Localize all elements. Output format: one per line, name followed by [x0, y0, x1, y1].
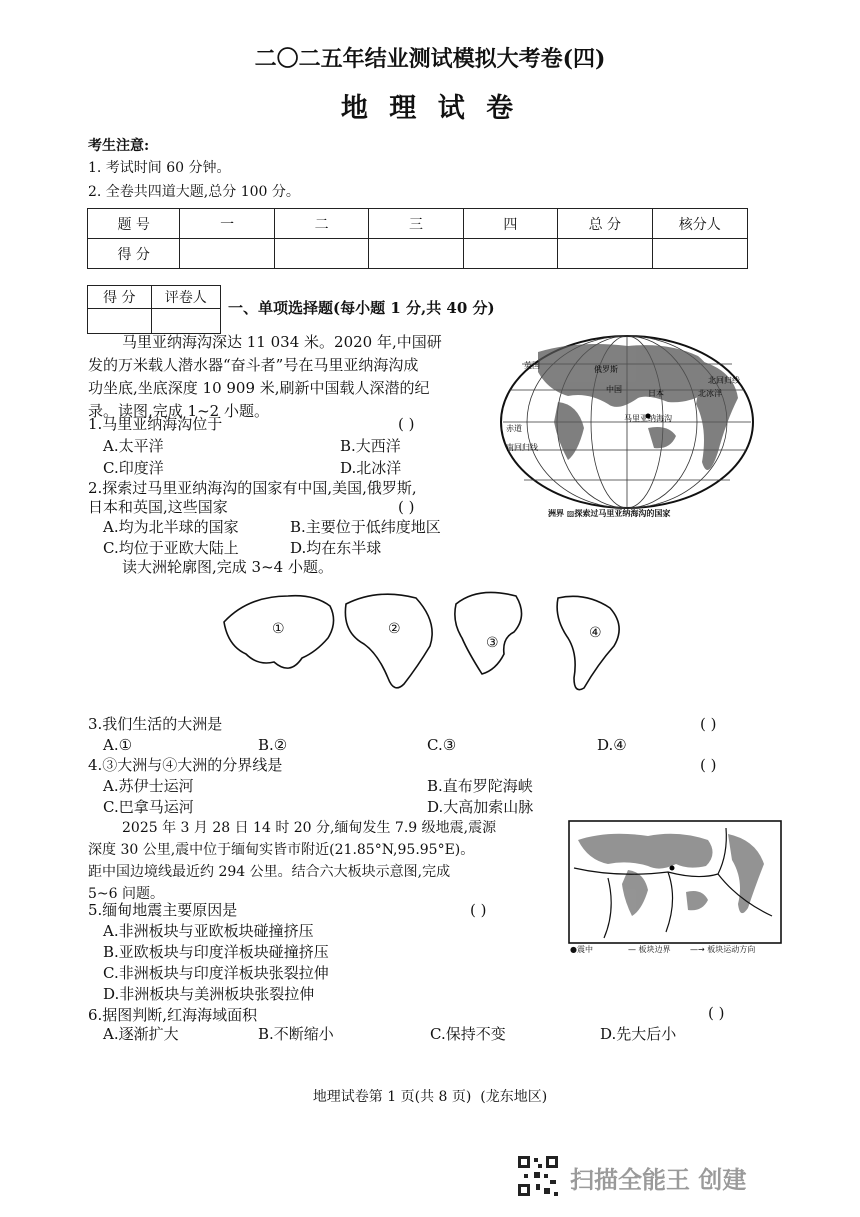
- plate-map-legend-boundary: — 板块边界: [628, 945, 671, 954]
- option[interactable]: C.印度洋: [103, 459, 164, 477]
- continent-label: ③: [486, 635, 499, 651]
- option[interactable]: B.主要位于低纬度地区: [290, 518, 441, 536]
- option[interactable]: C.均位于亚欧大陆上: [103, 539, 239, 557]
- passage-line: 2025 年 3 月 28 日 14 时 20 分,缅甸发生 7.9 级地震,震源: [122, 820, 497, 836]
- option[interactable]: C.巴拿马运河: [103, 798, 194, 816]
- score-cell[interactable]: [652, 239, 747, 269]
- option[interactable]: A.①: [103, 736, 133, 754]
- passage-line: 距中国边境线最近约 294 公里。结合六大板块示意图,完成: [88, 864, 451, 880]
- grader-score-label: 得 分: [88, 286, 152, 309]
- passage-line: 发的万米载人潜水器“奋斗者”号在马里亚纳海沟成: [88, 356, 419, 374]
- score-cell[interactable]: [180, 239, 274, 269]
- answer-paren[interactable]: ( ): [398, 415, 415, 433]
- option[interactable]: B.直布罗陀海峡: [427, 777, 533, 795]
- continent-outlines: [218, 582, 638, 702]
- question-stem: 2.探索过马里亚纳海沟的国家有中国,美国,俄罗斯,: [88, 479, 417, 497]
- score-cell[interactable]: [274, 239, 368, 269]
- qr-code-icon: [516, 1154, 560, 1198]
- grader-score-cell[interactable]: [88, 309, 152, 334]
- score-row-label: 得 分: [88, 239, 180, 269]
- scanner-watermark: 扫描全能王 创建: [570, 1166, 747, 1194]
- option[interactable]: D.④: [597, 736, 627, 754]
- option[interactable]: B.亚欧板块与印度洋板块碰撞挤压: [103, 943, 329, 961]
- grader-name-cell[interactable]: [151, 309, 220, 334]
- option[interactable]: A.太平洋: [103, 437, 164, 455]
- section-title: 一、单项选择题(每小题 1 分,共 40 分): [228, 299, 495, 317]
- option[interactable]: D.大高加索山脉: [427, 798, 534, 816]
- option[interactable]: B.②: [258, 736, 288, 754]
- map-label: 北回归线: [708, 376, 740, 385]
- map-label: 中国: [606, 385, 622, 394]
- passage-line: 马里亚纳海沟深达 11 034 米。2020 年,中国研: [122, 333, 442, 351]
- question-stem: 6.据图判断,红海海域面积: [88, 1006, 258, 1024]
- option[interactable]: D.非洲板块与美洲板块张裂拉伸: [103, 985, 315, 1003]
- passage-line: 录。读图,完成 1~2 小题。: [88, 402, 269, 420]
- option[interactable]: B.不断缩小: [258, 1025, 334, 1043]
- score-cell[interactable]: [369, 239, 463, 269]
- map-label: 俄罗斯: [594, 365, 618, 374]
- world-map: [498, 332, 756, 522]
- question-stem: 4.③大洲与④大洲的分界线是: [88, 756, 283, 774]
- score-table-header: 题 号: [88, 209, 180, 239]
- passage-line: 读大洲轮廓图,完成 3~4 小题。: [122, 558, 333, 576]
- map-label: 南回归线: [506, 443, 538, 452]
- plate-map-legend-epicenter: ●震中: [570, 945, 593, 954]
- passage-line: 深度 30 公里,震中位于缅甸实皆市附近(21.85°N,95.95°E)。: [88, 842, 475, 858]
- plate-map-legend-direction: —→ 板块运动方向: [690, 945, 756, 954]
- score-cell[interactable]: [558, 239, 652, 269]
- option[interactable]: C.保持不变: [430, 1025, 506, 1043]
- grader-box: [87, 285, 221, 334]
- map-label: 马里亚纳海沟: [624, 414, 672, 423]
- answer-paren[interactable]: ( ): [700, 715, 717, 733]
- score-table: [87, 208, 748, 269]
- map-label: 北冰洋: [698, 389, 722, 398]
- option[interactable]: C.非洲板块与印度洋板块张裂拉伸: [103, 964, 329, 982]
- notice-heading: 考生注意:: [88, 138, 150, 154]
- exam-title: 二〇二五年结业测试模拟大考卷(四): [254, 46, 606, 72]
- plate-map: [568, 820, 782, 944]
- question-stem: 5.缅甸地震主要原因是: [88, 901, 238, 919]
- score-table-header: 四: [463, 209, 557, 239]
- world-map-legend: 洲界 ▨探索过马里亚纳海沟的国家: [548, 509, 671, 518]
- score-table-header: 三: [369, 209, 463, 239]
- answer-paren[interactable]: ( ): [470, 901, 487, 919]
- continent-label: ①: [272, 621, 285, 637]
- score-table-header: 核分人: [652, 209, 747, 239]
- subject-title: 地 理 试 卷: [340, 93, 520, 124]
- answer-paren[interactable]: ( ): [708, 1004, 725, 1022]
- grader-label: 评卷人: [151, 286, 220, 309]
- notice-item: 1. 考试时间 60 分钟。: [88, 160, 231, 176]
- option[interactable]: A.非洲板块与亚欧板块碰撞挤压: [103, 922, 314, 940]
- option[interactable]: D.先大后小: [600, 1025, 677, 1043]
- option[interactable]: D.北冰洋: [340, 459, 402, 477]
- answer-paren[interactable]: ( ): [398, 498, 415, 516]
- option[interactable]: D.均在东半球: [290, 539, 382, 557]
- option[interactable]: A.均为北半球的国家: [103, 518, 239, 536]
- passage-line: 功坐底,坐底深度 10 909 米,刷新中国载人深潜的纪: [88, 379, 430, 397]
- continent-label: ②: [388, 621, 401, 637]
- option[interactable]: C.③: [427, 736, 457, 754]
- score-table-header: 总 分: [558, 209, 652, 239]
- page-footer: 地理试卷第 1 页(共 8 页) (龙东地区): [312, 1089, 548, 1105]
- answer-paren[interactable]: ( ): [700, 756, 717, 774]
- map-label: 日本: [648, 389, 664, 398]
- map-label: 英国: [524, 361, 540, 370]
- option[interactable]: B.大西洋: [340, 437, 401, 455]
- option[interactable]: A.逐渐扩大: [103, 1025, 179, 1043]
- score-table-header: 一: [180, 209, 274, 239]
- score-cell[interactable]: [463, 239, 557, 269]
- question-stem: 1.马里亚纳海沟位于: [88, 415, 223, 433]
- question-stem: 日本和英国,这些国家: [88, 498, 228, 516]
- notice-item: 2. 全卷共四道大题,总分 100 分。: [88, 184, 300, 200]
- passage-line: 5~6 问题。: [88, 886, 164, 902]
- option[interactable]: A.苏伊士运河: [103, 777, 194, 795]
- score-table-header: 二: [274, 209, 368, 239]
- continent-label: ④: [589, 625, 602, 641]
- question-stem: 3.我们生活的大洲是: [88, 715, 223, 733]
- map-label: 赤道: [506, 424, 522, 433]
